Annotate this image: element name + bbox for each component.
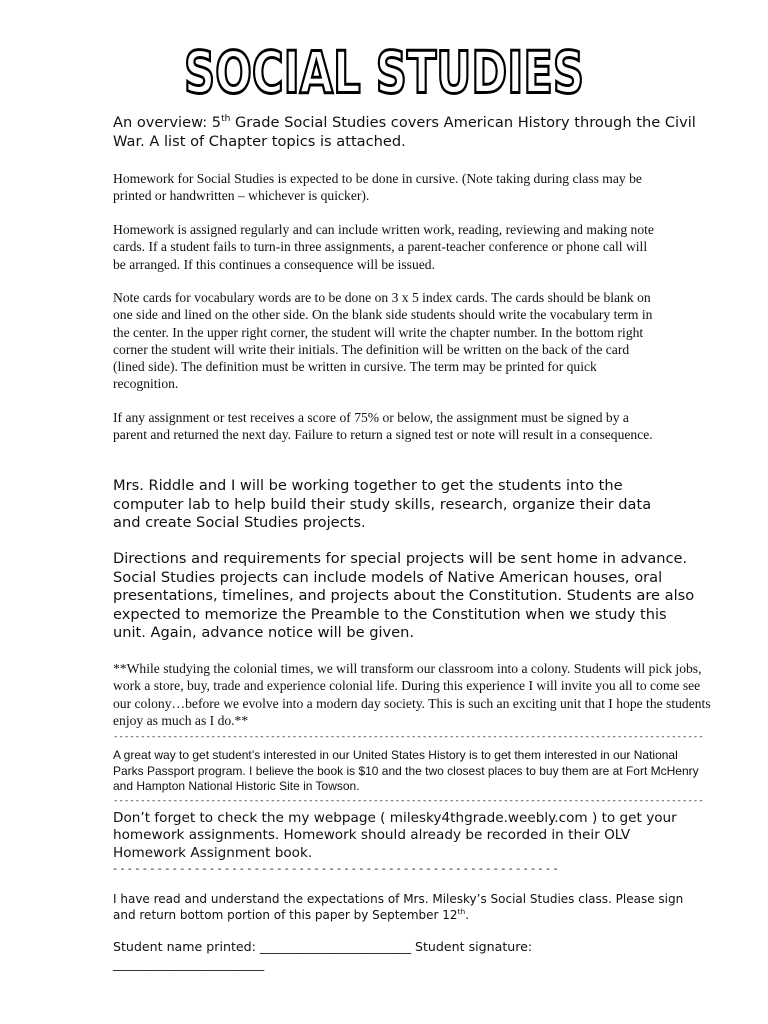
acknowledgement-superscript: th: [457, 906, 466, 916]
projects-paragraph: Directions and requirements for special projects will be sent home in advance. Social Studies projects can include models of Native American houses, oral presentations, timelines, and projects about the Constitution. Students are also expected to memorize the Preamble to the Constitution when we study this unit. Again, advance notice will be given.: [113, 550, 695, 641]
acknowledgement-period: .: [465, 907, 470, 922]
title-wordart: [170, 40, 598, 106]
divider-dashes-1: -------------------------------------------------------------------------------------------------------------: [113, 732, 704, 742]
homework-assigned-paragraph: Homework is assigned regularly and can include written work, reading, reviewing and making note cards. If a student fails to turn-in three assignments, a parent-teacher conference or phone call will be arranged. If this continues a consequence will be issued.: [113, 222, 654, 272]
webpage-paragraph: Don’t forget to check the my webpage ( milesky4thgrade.weebly.com ) to get your homework assignments. Homework should already be recorded in their OLV Homework Assignment book.: [113, 810, 677, 861]
colonial-paragraph: **While studying the colonial times, we will transform our classroom into a colony. Students will pick jobs, work a store, buy, trade and experience colonial life. During this experience I will invite you all to come see our colony…before we evolve into a modern day society. This is such an exciting unit that I hope the students enjoy as much as I do.**: [113, 661, 711, 728]
overview-text-start: An overview: 5: [113, 114, 222, 131]
divider-dashes-2: -------------------------------------------------------------------------------------------------------------: [113, 796, 704, 806]
page-title: [0, 40, 768, 110]
national-parks-paragraph: A great way to get student’s interested in our United States History is to get them interested in our National Parks Passport program. I believe the book is $10 and the two closest places to buy them are at Fort McHenry and Hampton National Historic Site in Towson.: [113, 748, 699, 793]
title-text: SOCIAL STUDIES: [183, 39, 584, 108]
overview-paragraph: [113, 114, 713, 151]
note-cards-paragraph: Note cards for vocabulary words are to be done on 3 x 5 index cards. The cards should be blank on one side and lined on the other side. On the blank side students should write the vocabulary term in the center. In the upper right corner, the student will write the chapter number. In the bottom right corner the student will write their initials. The definition will be written on the back of the card (lined side). The definition must be written in cursive. The term may be printed for quick recognition.: [113, 290, 653, 392]
divider-spaced-dashes: - - - - - - - - - - - - - - - - - - - - - - - - - - - - - - - - - - - - - - - - - - - - - - - - - - - - - - - - - - - -: [113, 862, 558, 875]
acknowledgement-paragraph: [113, 892, 693, 923]
computer-lab-paragraph: Mrs. Riddle and I will be working together to get the students into the computer lab to help build their study skills, research, organize their data and create Social Studies projects.: [113, 477, 652, 531]
overview-superscript: th: [221, 114, 231, 125]
homework-cursive-paragraph: Homework for Social Studies is expected to be done in cursive. (Note taking during class may be printed or handwritten – whichever is quicker).: [113, 171, 642, 204]
acknowledgement-text: I have read and understand the expectations of Mrs. Milesky’s Social Studies class. Please sign and return bottom portion of this paper by September 12: [113, 892, 684, 922]
signature-line: Student name printed: ________________________ Student signature: ________________________: [113, 939, 533, 972]
score-paragraph: If any assignment or test receives a score of 75% or below, the assignment must be signed by a parent and returned the next day. Failure to return a signed test or note will result in a consequence.: [113, 410, 653, 443]
overview-text-end: Grade Social Studies covers American History through the Civil War. A list of Chapter topics is attached.: [113, 114, 696, 150]
